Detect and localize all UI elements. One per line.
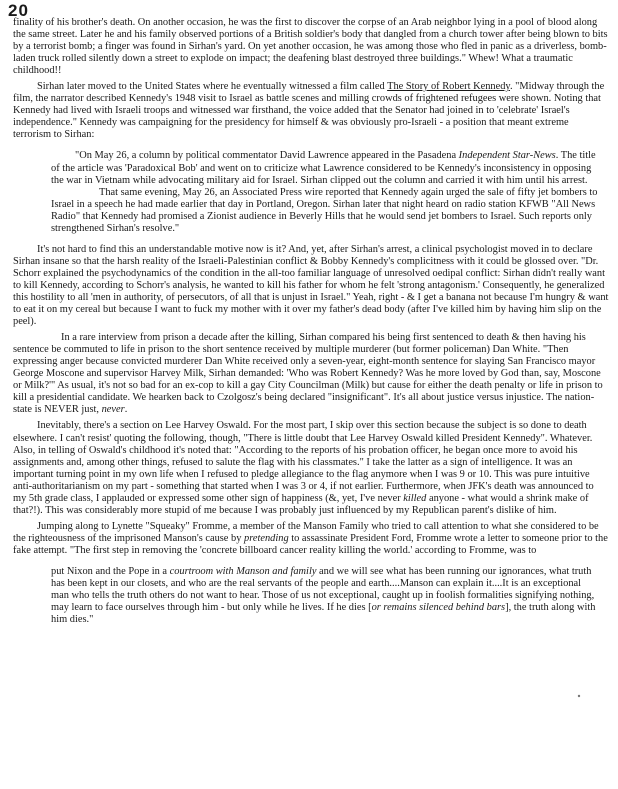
paragraph-3: It's not hard to find this an understandable motive now is it? And, yet, after Sirhan's arrest, a clinical psychologist moved in to declare Sirhan insane so that the harsh reality of the Israeli-Palestinian conflict & Bobby Kennedy's complicitness with it could be glossed over. "Dr. Schorr explained the psychodynamics of the condition in the all-too familiar language of unresolved oedipal conflict: Sirhan didn't really want to kill Kennedy, according to Schorr's analysis, he wanted to kill his father for whom he felt 'strong antagonism.' Consequently, he generalized this hostility to all 'men in authority, of persecutors, of all that is unjust in Israel." Yeah, right - & I get a banana not because I'm hungry & want to eat it on my cereal but because I want to fuck my mother with it over my father's dead body (after I've killed him by having him slip on the peel). bbox=[13, 243, 609, 328]
article-body bbox=[13, 17, 609, 626]
quote-paragraph-1: "On May 26, a column by political commentator David Lawrence appeared in the Pasadena Independent Star-News. The title of the article was 'Paradoxical Bob' and went on to criticize what Lawrence considered to be Kennedy's inconsistency in opposing the war in Vietnam while advocating military aid for Israel. Sirhan clipped out the column and carried it with him until his arrest. bbox=[51, 150, 596, 186]
page-number: 20 bbox=[8, 1, 29, 20]
block-quote-1 bbox=[51, 150, 599, 234]
paragraph-4: In a rare interview from prison a decade after the killing, Sirhan compared his being first sentenced to death & then having his sentence be commuted to life in prison to the short sentence received by multiple murderer (but former policeman) Dan White. "Then expressing anger because convicted murderer Dan White received only a seven-year, eight-month sentence for slaying San Francisco mayor George Moscone and supervisor Harvey Milk, Sirhan demanded: 'Who was Robert Kennedy? Was he more loved by God than, say, Moscone or Milk?'" As usual, it's not so bad for an ex-cop to kill a gay City Councilman (Milk) but cause for either the death penalty or life in prison to kill a presidential candidate. We hearken back to Czolgosz's being declared "insignificant". It's all about justice versus injustice. The nation-state is NEVER just, never. bbox=[13, 332, 603, 416]
paragraph-6: Jumping along to Lynette "Squeaky" Fromme, a member of the Manson Family who tried to call attention to what she considered to be the righteousness of the imprisoned Manson's cause by pretending to assassinate President Ford, Fromme wrote a letter to someone prior to the fake attempt. "The first step in removing the 'concrete billboard cancer reality killing the world.' according to Fromme, was to bbox=[13, 520, 608, 556]
paragraph-1: finality of his brother's death. On another occasion, he was the first to discover the corpse of an Arab neighbor lying in a pool of blood along the same street. Later he and his family observed portions of a British soldier's body that dangled from a church tower after being blown to bits by a terrorist bomb; a finger was found in Sirhan's yard. On yet another occasion, he was among those who fled in panic as a driverless, bomb-laden truck rolled silently down a street to explode on impact; the deafening blast destroyed three buildings." Whew! What a traumatic childhood!! bbox=[13, 17, 608, 77]
quote-paragraph-3: put Nixon and the Pope in a courtroom with Manson and family and we will see what has been running our ignorances, what truth has been kept in our closets, and who are the real servants of the people and earth....Manson can explain it....It is an exceptional man who tells the truth others do not want to hear. Those of us not exceptional, caught up in foolish formalities signifying nothing, may learn to face ourselves through him - but only while he lives. If he dies [or remains silenced behind bars], the truth along with him dies." bbox=[51, 565, 596, 626]
scan-speck-mark bbox=[575, 692, 585, 700]
block-quote-2 bbox=[51, 566, 599, 626]
film-title: The Story of Robert Kennedy bbox=[387, 81, 510, 93]
newspaper-name: Independent Star-News bbox=[458, 150, 556, 162]
paragraph-5: Inevitably, there's a section on Lee Harvey Oswald. For the most part, I skip over this section because the subject is so done to death elsewhere. I can't resist' quoting the following, though, "There is little doubt that Lee Harvey Oswald killed President Kennedy". Whatever. Also, in telling of Oswald's childhood it's noted that: "According to the reports of his probation officer, he began once more to avoid his assignments and, among other things, refused to salute the flag with his classmates." I take the latter as a sign of intelligence. It was an important turning point in my own life when I refused to pledge allegiance to the flag anymore when I was 9 or 10. This was pure intuitive anti-authoritarianism on my part - something that started when I was 3 or 4, if not earlier. Furthermore, when JFK's death was announced to my 5th grade class, I applauded or expressed some other sign of happiness (&, yet, I've never killed anyone - what would a shrink make of that?!). This was considerably more stupid of me because I was probably just influenced by my Republican parent's dislike of him. bbox=[13, 420, 594, 516]
quote-paragraph-2: That same evening, May 26, an Associated Press wire reported that Kennedy again urged the sale of fifty jet bombers to Israel in a speech he had made earlier that day in Portland, Oregon. Sirhan later that night heard on radio station KFWB "All News Radio" that Kennedy had promised a Zionist audience in Beverly Hills that he would send jet bombers to Israel. Such reports only strengthened Sirhan's resolve." bbox=[51, 186, 598, 234]
paragraph-2: Sirhan later moved to the United States where he eventually witnessed a film called The Story of Robert Kennedy. "Midway through the film, the narrator described Kennedy's 1948 visit to Israel as battle scenes and milling crowds of frightened refugees were shown. Noting that Kennedy had lived with Israeli troops and witnessed war firsthand, the voice added that the Senator had joined in to 'celebrate' Israel's independence." Kennedy was campaigning for the presidency for himself & was obviously pro-Israeli - a position that meant extreme terrorism to Sirhan: bbox=[13, 81, 605, 141]
